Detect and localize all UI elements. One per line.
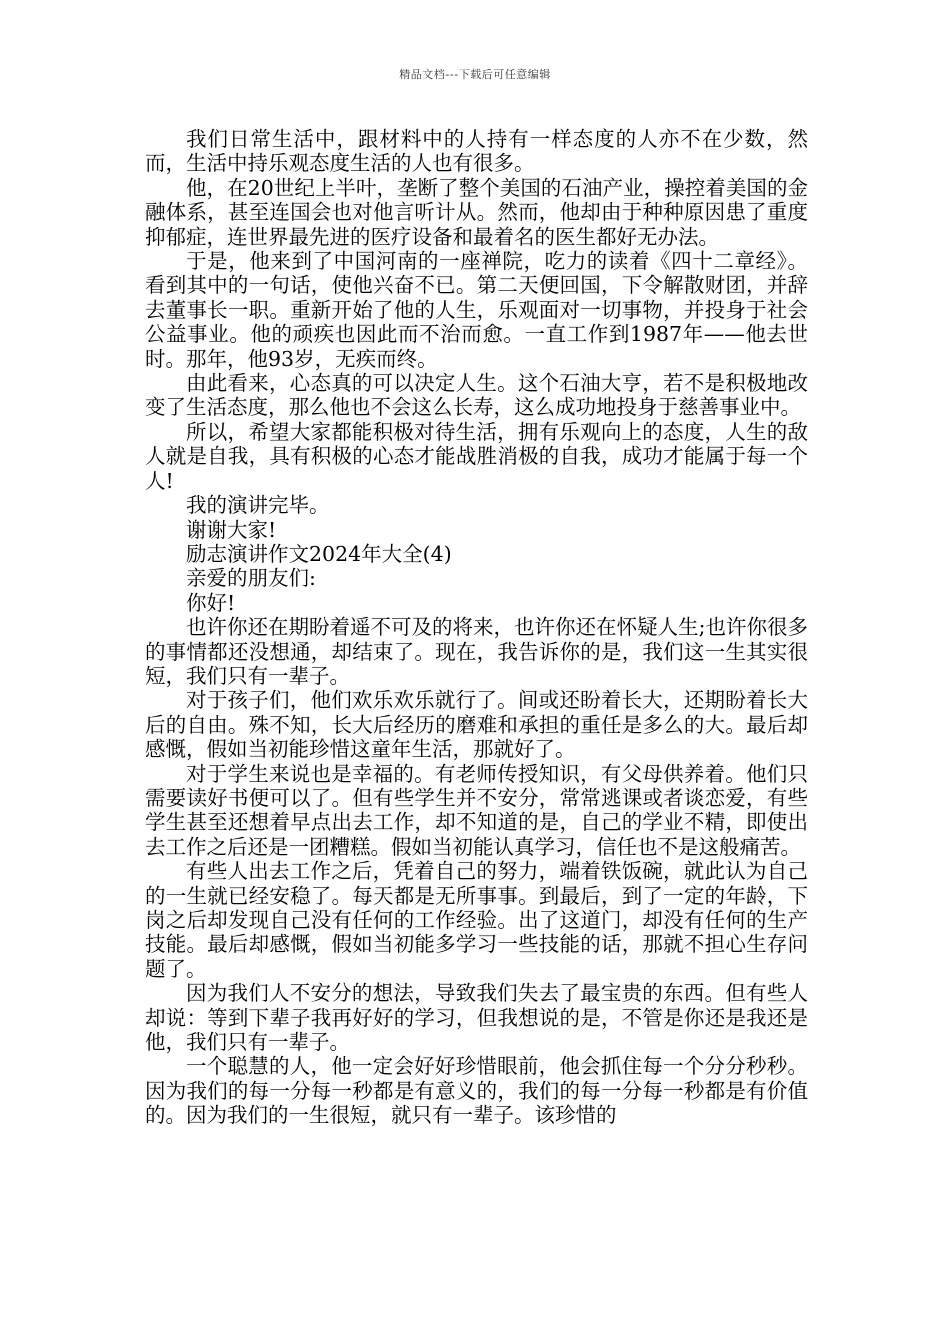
- paragraph: 他，在20世纪上半叶，垄断了整个美国的石油产业，操控着美国的金融体系，甚至连国会也对他言听计从。然而，他却由于种种原因患了重度抑郁症，连世界最先进的医疗设备和最着名的医生都好无办法。: [145, 175, 808, 249]
- page-header: 精品文档---下载后可任意编辑: [399, 68, 551, 81]
- greeting: 你好!: [186, 590, 236, 615]
- paragraph: 一个聪慧的人，他一定会好好珍惜眼前，他会抓住每一个分分秒秒。因为我们的每一分每一秒都是有意义的，我们的每一分每一秒都是有价值的。因为我们的一生很短，就只有一辈子。该珍惜的: [145, 1054, 808, 1128]
- paragraph: 我的演讲完毕。: [186, 493, 330, 518]
- paragraph: 谢谢大家!: [186, 517, 277, 542]
- paragraph: 对于孩子们，他们欢乐欢乐就行了。间或还盼着长大，还期盼着长大后的自由。殊不知，长大后经历的磨难和承担的重任是多么的大。最后却感慨，假如当初能珍惜这童年生活，那就好了。: [145, 688, 808, 762]
- section-title: 励志演讲作文2024年大全(4): [186, 541, 452, 566]
- paragraph: 由此看来，心态真的可以决定人生。这个石油大亨，若不是积极地改变了生活态度，那么他也不会这么长寿，这么成功地投身于慈善事业中。: [145, 371, 808, 420]
- paragraph: 所以，希望大家都能积极对待生活，拥有乐观向上的态度，人生的敌人就是自我，具有积极的心态才能战胜消极的自我，成功才能属于每一个人!: [145, 419, 808, 493]
- paragraph: 对于学生来说也是幸福的。有老师传授知识，有父母供养着。他们只需要读好书便可以了。但有些学生并不安分，常常逃课或者谈恋爱，有些学生甚至还想着早点出去工作，却不知道的是，自己的学业不精，即使出去工作之后还是一团糟糕。假如当初能认真学习，信任也不是这般痛苦。: [145, 761, 808, 859]
- document-body: [145, 127, 808, 1128]
- paragraph: 于是，他来到了中国河南的一座禅院，吃力的读着《四十二章经》。看到其中的一句话，使他兴奋不已。第二天便回国，下令解散财团，并辞去董事长一职。重新开始了他的人生，乐观面对一切事物，并投身于社会公益事业。他的顽疾也因此而不治而愈。一直工作到1987年——他去世时。那年，他93岁，无疾而终。: [145, 249, 808, 371]
- paragraph: 也许你还在期盼着遥不可及的将来，也许你还在怀疑人生;也许你很多的事情都还没想通，却结束了。现在，我告诉你的是，我们这一生其实很短，我们只有一辈子。: [145, 615, 808, 688]
- paragraph: 我们日常生活中，跟材料中的人持有一样态度的人亦不在少数，然而，生活中持乐观态度生活的人也有很多。: [145, 127, 808, 176]
- salutation: 亲爱的朋友们:: [186, 566, 316, 591]
- paragraph: 有些人出去工作之后，凭着自己的努力，端着铁饭碗，就此认为自己的一生就已经安稳了。每天都是无所事事。到最后，到了一定的年龄，下岗之后却发现自己没有任何的工作经验。出了这道门，却没有任何的生产技能。最后却感慨，假如当初能多学习一些技能的话，那就不担心生存问题了。: [145, 859, 808, 981]
- paragraph: 因为我们人不安分的想法，导致我们失去了最宝贵的东西。但有些人却说：等到下辈子我再好好的学习，但我想说的是，不管是你还是我还是他，我们只有一辈子。: [145, 981, 808, 1055]
